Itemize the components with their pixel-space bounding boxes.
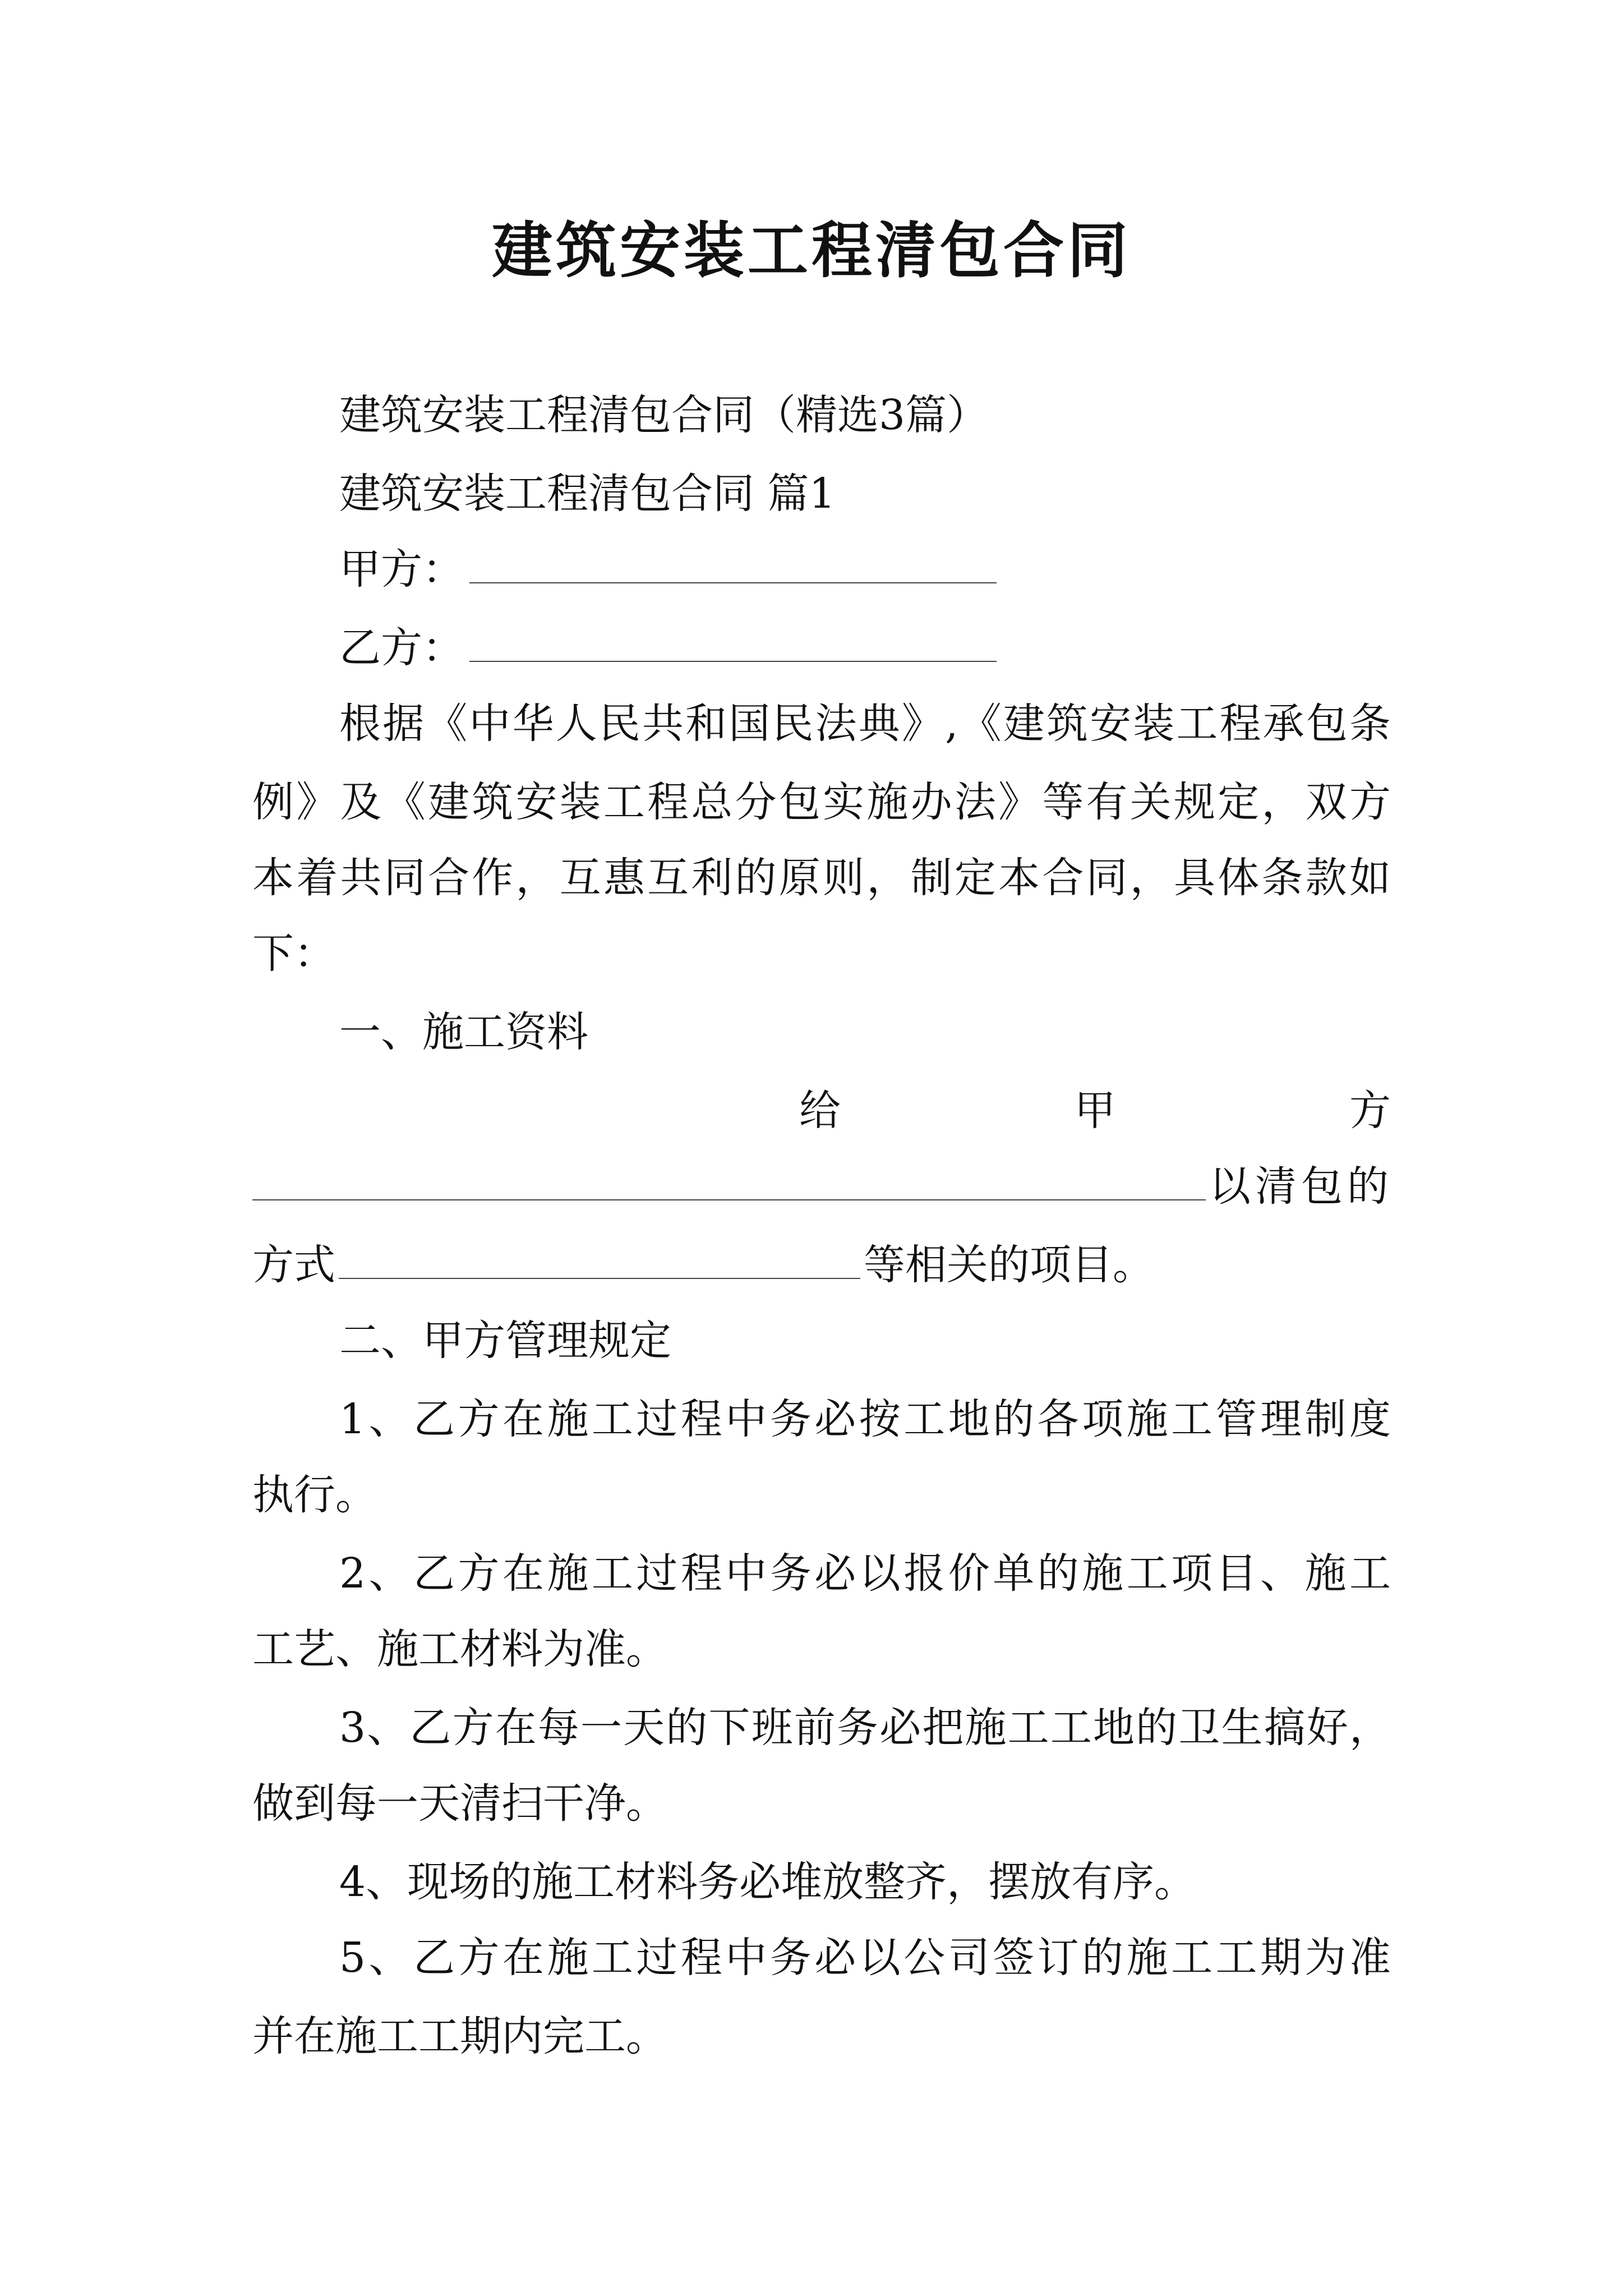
- intro-line-4: 下：: [252, 930, 335, 978]
- item-2-line-2: 工艺、施工材料为准。: [252, 1625, 667, 1673]
- intro-line-3: 本着共同合作，互惠互利的原则，制定本合同，具体条款如: [252, 854, 1391, 902]
- item-3-line-2: 做到每一天清扫干净。: [252, 1779, 667, 1828]
- item-1-line-2: 执行。: [252, 1471, 377, 1519]
- s1-word-3: 方: [1349, 1087, 1391, 1135]
- intro-line-2: 例》及《建筑安装工程总分包实施办法》等有关规定，双方: [252, 778, 1391, 826]
- party-b-blank: [469, 660, 997, 662]
- item-1-line-1: 1、乙方在施工过程中务必按工地的各项施工管理制度: [339, 1395, 1391, 1443]
- section-1-heading: 一、施工资料: [339, 1008, 588, 1056]
- document-title: 建筑安装工程清包合同: [491, 215, 1131, 286]
- item-5-line-1: 5、乙方在施工过程中务必以公司签订的施工工期为准: [339, 1934, 1391, 1982]
- intro-line-1: 根据《中华人民共和国民法典》,《建筑安装工程承包条: [339, 700, 1391, 748]
- section-2-heading: 二、甲方管理规定: [339, 1317, 671, 1365]
- s1-line3-tail: 等相关的项目。: [864, 1241, 1154, 1289]
- section-1-line-2: [252, 1158, 1391, 1214]
- s1-mid-blank: [339, 1277, 860, 1279]
- item-5-line-2: 并在施工工期内完工。: [252, 2012, 667, 2060]
- subtitle: 建筑安装工程清包合同（精选3篇）: [339, 391, 989, 439]
- section-heading: 建筑安装工程清包合同 篇1: [339, 470, 836, 518]
- s1-line2-tail: 以清包的: [1209, 1162, 1393, 1211]
- s1-word-1: 给: [799, 1087, 841, 1135]
- item-3-line-1: 3、乙方在每一天的下班前务必把施工工地的卫生搞好，: [339, 1704, 1391, 1752]
- s1-long-blank: [252, 1198, 1206, 1200]
- section-1-line-3: [252, 1237, 1391, 1293]
- party-b-line: [339, 620, 1391, 676]
- party-a-blank: [469, 581, 997, 583]
- party-b-label: 乙方：: [339, 624, 464, 672]
- s1-word-2: 甲: [1074, 1087, 1116, 1135]
- item-2-line-1: 2、乙方在施工过程中务必以报价单的施工项目、施工: [339, 1549, 1391, 1598]
- party-a-label: 甲方：: [339, 545, 464, 593]
- party-a-line: [339, 541, 1391, 597]
- item-4-line-1: 4、现场的施工材料务必堆放整齐，摆放有序。: [339, 1858, 1196, 1906]
- s1-line3-head: 方式: [252, 1241, 335, 1289]
- section-1-spread-line: [799, 1083, 1391, 1139]
